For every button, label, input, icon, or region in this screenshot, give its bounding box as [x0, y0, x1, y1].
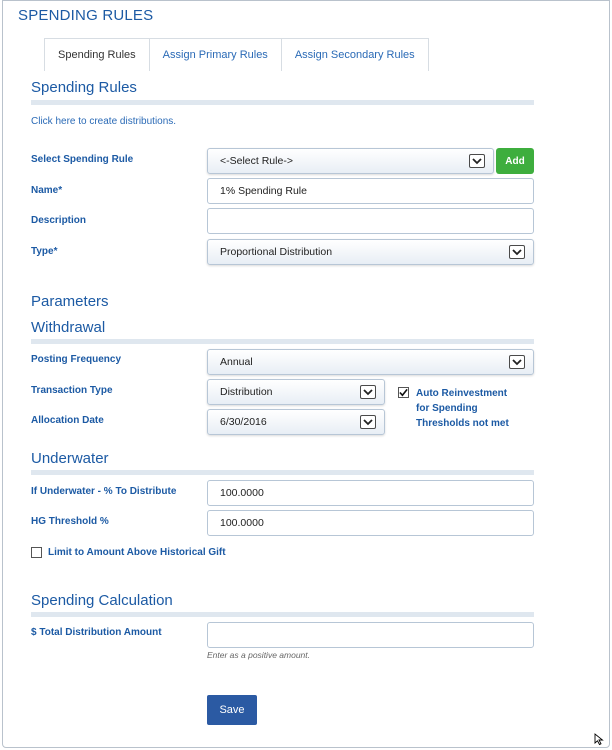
allocation-date-value: 6/30/2016: [220, 416, 267, 428]
section-divider: [31, 100, 534, 105]
underwater-distribute-input[interactable]: 100.0000: [207, 480, 534, 506]
posting-frequency-value: Annual: [220, 356, 253, 368]
total-distribution-input[interactable]: [207, 622, 534, 648]
type-value: Proportional Distribution: [220, 246, 333, 258]
section-heading-spending-calculation: Spending Calculation: [31, 592, 173, 609]
underwater-distribute-label: If Underwater - % To Distribute: [31, 486, 177, 497]
auto-reinvestment-checkbox[interactable]: [398, 387, 409, 398]
select-spending-rule-dropdown[interactable]: [207, 148, 494, 174]
tab-bar: [44, 38, 428, 71]
checkmark-icon: [399, 388, 408, 397]
tab-assign-primary-rules[interactable]: Assign Primary Rules: [149, 38, 282, 71]
add-button[interactable]: Add: [496, 148, 534, 174]
section-heading-withdrawal: Withdrawal: [31, 319, 106, 336]
tab-assign-secondary-rules[interactable]: Assign Secondary Rules: [281, 38, 429, 71]
auto-reinvestment-label: Auto Reinvestment for Spending Thresholds not met: [416, 388, 509, 429]
chevron-down-icon: [509, 245, 525, 259]
page-title: SPENDING RULES: [18, 7, 154, 24]
total-distribution-label: $ Total Distribution Amount: [31, 627, 162, 638]
chevron-down-icon: [509, 355, 525, 369]
section-divider: [31, 470, 534, 475]
name-input[interactable]: 1% Spending Rule: [207, 178, 534, 204]
section-heading-spending-rules: Spending Rules: [31, 79, 137, 96]
transaction-type-dropdown[interactable]: [207, 379, 385, 405]
allocation-date-label: Allocation Date: [31, 415, 104, 426]
hg-threshold-label: HG Threshold %: [31, 516, 109, 527]
create-distributions-link[interactable]: Click here to create distributions.: [31, 116, 177, 127]
type-dropdown[interactable]: [207, 239, 534, 265]
chevron-down-icon: [469, 154, 485, 168]
section-divider: [31, 612, 534, 617]
posting-frequency-dropdown[interactable]: [207, 349, 534, 375]
hg-threshold-input[interactable]: 100.0000: [207, 510, 534, 536]
chevron-down-icon: [360, 385, 376, 399]
total-distribution-hint: Enter as a positive amount.: [207, 650, 311, 660]
name-label: Name*: [31, 185, 63, 196]
transaction-type-value: Distribution: [220, 386, 273, 398]
save-button[interactable]: Save: [207, 695, 257, 725]
posting-frequency-label: Posting Frequency: [31, 354, 122, 365]
description-input[interactable]: [207, 208, 534, 234]
description-label: Description: [31, 215, 87, 226]
transaction-type-label: Transaction Type: [31, 385, 113, 396]
limit-above-gift-checkbox[interactable]: [31, 547, 42, 558]
type-label: Type*: [31, 246, 58, 257]
allocation-date-dropdown[interactable]: [207, 409, 385, 435]
select-spending-rule-label: Select Spending Rule: [31, 154, 134, 165]
section-heading-underwater: Underwater: [31, 450, 109, 467]
section-heading-parameters: Parameters: [31, 293, 109, 310]
limit-above-gift-label: Limit to Amount Above Historical Gift: [48, 547, 226, 558]
cursor-icon: [593, 732, 607, 746]
select-spending-rule-value: <-Select Rule->: [220, 155, 293, 167]
section-divider: [31, 339, 534, 344]
chevron-down-icon: [360, 415, 376, 429]
tab-spending-rules[interactable]: Spending Rules: [44, 38, 150, 71]
